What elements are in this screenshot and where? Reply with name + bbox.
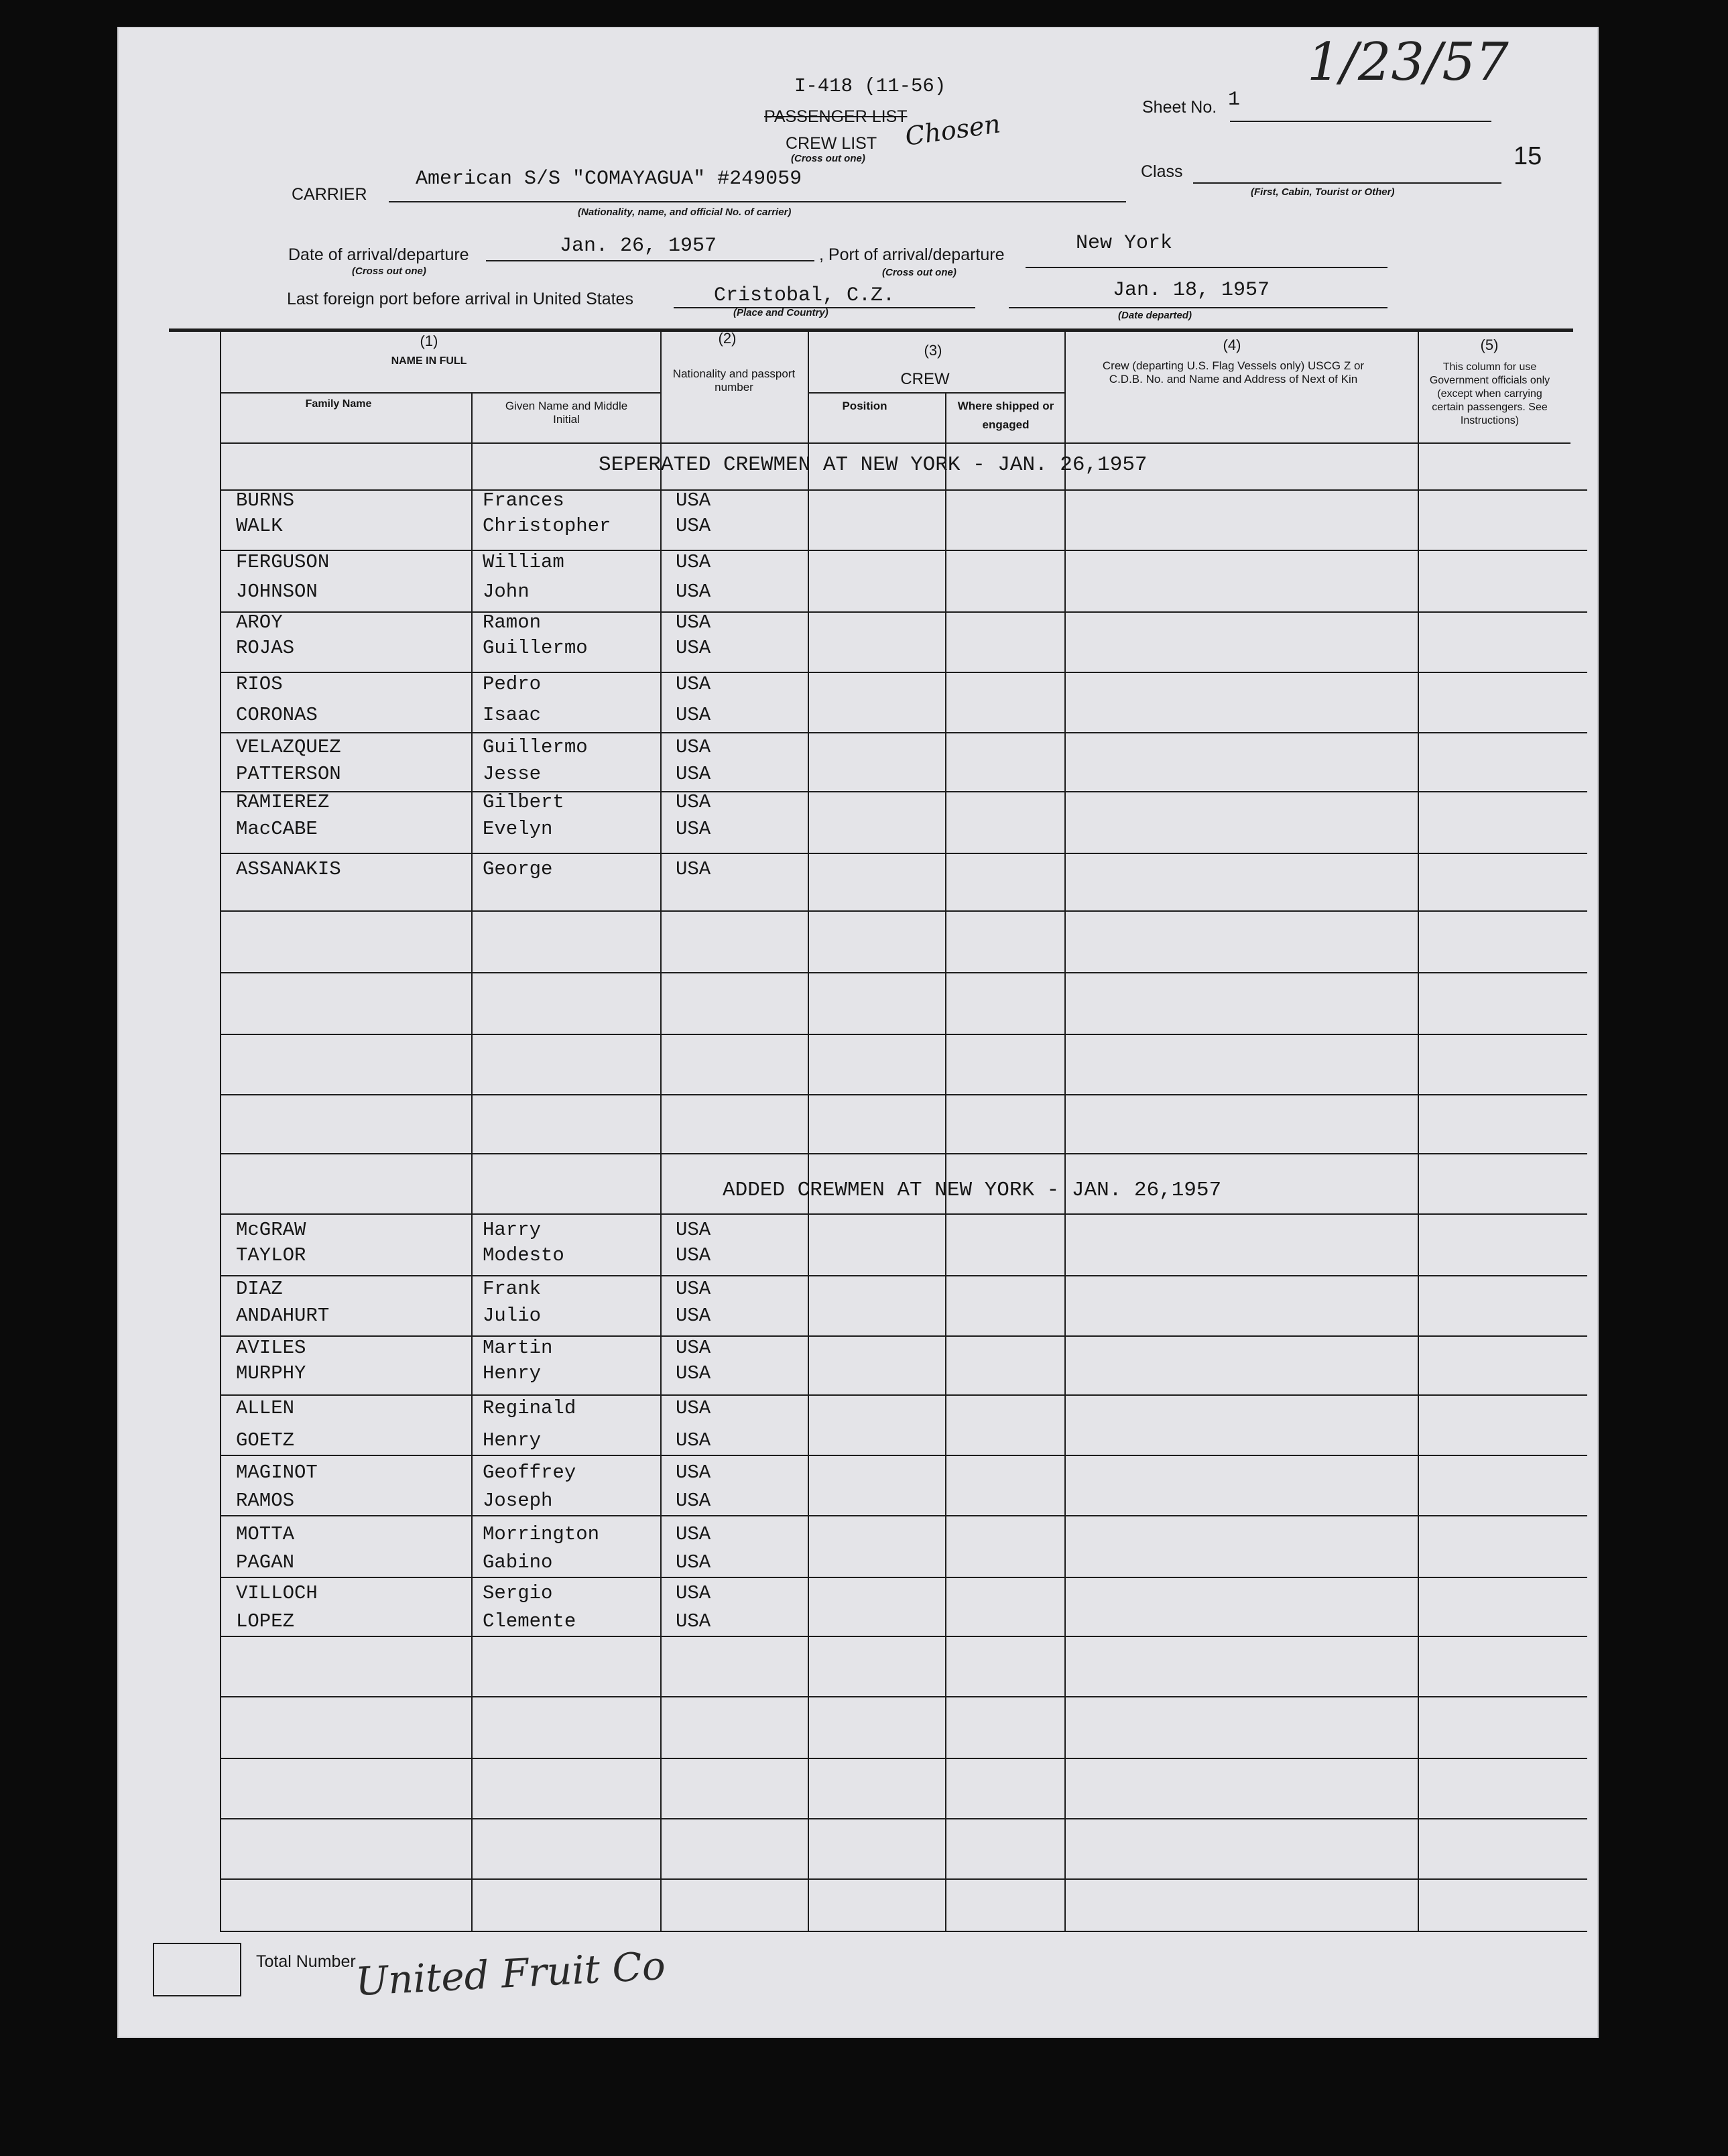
- family-name-cell: JOHNSON: [236, 581, 318, 603]
- class-line: [1193, 182, 1501, 184]
- nationality-cell: USA: [676, 611, 711, 634]
- col-divider-nationality: [660, 328, 662, 1931]
- cross-out-note-1: (Cross out one): [791, 153, 865, 164]
- row-rule: [220, 1335, 1587, 1337]
- handwritten-date: 1/23/57: [1307, 32, 1509, 93]
- nationality-cell: USA: [676, 858, 711, 880]
- port-label: , Port of arrival/departure: [819, 245, 1005, 264]
- family-name-cell: MURPHY: [236, 1362, 306, 1384]
- given-name-cell: Reginald: [483, 1397, 576, 1419]
- date-departed-line: [1009, 307, 1387, 308]
- given-name-cell: Gilbert: [483, 791, 564, 813]
- last-port-note: (Place and Country): [733, 307, 828, 318]
- family-name-cell: VELAZQUEZ: [236, 736, 341, 758]
- row-rule: [220, 1213, 1587, 1215]
- nationality-cell: USA: [676, 1551, 711, 1573]
- family-name-cell: BURNS: [236, 489, 295, 512]
- family-name-cell: FERGUSON: [236, 551, 330, 573]
- nationality-cell: USA: [676, 637, 711, 659]
- given-name-cell: Jesse: [483, 763, 542, 785]
- col-divider-where-shipped: [945, 392, 946, 1931]
- nationality-cell: USA: [676, 791, 711, 813]
- given-name-cell: Henry: [483, 1362, 542, 1384]
- given-name-cell: Frances: [483, 489, 564, 512]
- given-name-cell: John: [483, 581, 530, 603]
- given-name-cell: William: [483, 551, 564, 573]
- col1-title: NAME IN FULL: [391, 355, 467, 367]
- page-number: 15: [1514, 142, 1542, 170]
- nationality-cell: USA: [676, 515, 711, 537]
- family-name-cell: LOPEZ: [236, 1610, 295, 1632]
- row-rule: [220, 1931, 1587, 1932]
- row-rule: [220, 1394, 1587, 1396]
- date-departed-note: (Date departed): [1118, 310, 1192, 321]
- family-name-cell: MacCABE: [236, 818, 318, 840]
- nationality-cell: USA: [676, 1429, 711, 1451]
- given-name-cell: Clemente: [483, 1610, 576, 1632]
- given-name-cell: Geoffrey: [483, 1461, 576, 1484]
- class-label: Class: [1141, 162, 1183, 181]
- col5-title: This column for use Government officials only (except when carrying certain passengers. See Instructions): [1429, 361, 1550, 426]
- given-name-cell: Harry: [483, 1219, 542, 1241]
- given-name-cell: Martin: [483, 1337, 553, 1359]
- given-name-cell: George: [483, 858, 553, 880]
- given-name-cell: Julio: [483, 1305, 542, 1327]
- nationality-cell: USA: [676, 1490, 711, 1512]
- table-left-border: [220, 328, 221, 1931]
- section2-title: ADDED CREWMEN AT NEW YORK - JAN. 26,1957: [723, 1179, 1222, 1202]
- table-top-rule: [169, 328, 1573, 332]
- given-name-cell: Isaac: [483, 704, 542, 726]
- row-rule: [220, 791, 1587, 792]
- family-name-cell: MOTTA: [236, 1523, 295, 1545]
- row-rule: [220, 1034, 1587, 1035]
- section1-title: SEPERATED CREWMEN AT NEW YORK - JAN. 26,1957: [599, 453, 1148, 477]
- col-divider-next-of-kin: [1064, 328, 1066, 1931]
- nationality-cell: USA: [676, 489, 711, 512]
- row-rule: [220, 1455, 1587, 1456]
- carrier-value: American S/S "COMAYAGUA" #249059: [416, 168, 802, 190]
- date-value: Jan. 26, 1957: [560, 235, 717, 257]
- class-note: (First, Cabin, Tourist or Other): [1251, 186, 1395, 198]
- given-name-cell: Modesto: [483, 1244, 564, 1266]
- nationality-cell: USA: [676, 1219, 711, 1241]
- col2-number: (2): [718, 330, 737, 347]
- family-name-cell: WALK: [236, 515, 283, 537]
- family-name-cell: ALLEN: [236, 1397, 295, 1419]
- family-name-cell: RAMOS: [236, 1490, 295, 1512]
- family-name-cell: MAGINOT: [236, 1461, 318, 1484]
- row-rule: [220, 972, 1587, 973]
- given-name-cell: Sergio: [483, 1582, 553, 1604]
- nationality-cell: USA: [676, 1362, 711, 1384]
- col1-number: (1): [420, 333, 438, 349]
- date-line: [486, 260, 814, 261]
- family-name-cell: DIAZ: [236, 1278, 283, 1300]
- col4-title: Crew (departing U.S. Flag Vessels only) USCG Z or C.D.B. No. and Name and Address of Next of Kin: [1102, 359, 1365, 385]
- family-name-cell: RIOS: [236, 673, 283, 695]
- col2-title: Nationality and passport number: [672, 367, 796, 394]
- family-name-cell: PATTERSON: [236, 763, 341, 785]
- position-heading: Position: [842, 400, 887, 412]
- passenger-list-label: PASSENGER LIST: [764, 107, 908, 126]
- col-divider-officials: [1418, 328, 1419, 1931]
- given-name-cell: Joseph: [483, 1490, 553, 1512]
- family-name-cell: ANDAHURT: [236, 1305, 330, 1327]
- col3-number: (3): [924, 342, 942, 359]
- carrier-label: CARRIER: [292, 185, 367, 204]
- row-rule: [220, 672, 1587, 673]
- sheet-line: [1230, 121, 1491, 122]
- given-name-cell: Ramon: [483, 611, 542, 634]
- row-rule: [220, 1636, 1587, 1637]
- header-subrule-crew: [808, 392, 1064, 394]
- date-label: Date of arrival/departure: [288, 245, 469, 264]
- family-name-cell: McGRAW: [236, 1219, 306, 1241]
- sheet-label: Sheet No.: [1142, 98, 1217, 117]
- nationality-cell: USA: [676, 1305, 711, 1327]
- given-name-cell: Morrington: [483, 1523, 600, 1545]
- port-line: [1026, 267, 1387, 268]
- nationality-cell: USA: [676, 1337, 711, 1359]
- last-port-value: Cristobal, C.Z.: [714, 284, 896, 307]
- given-name-cell: Pedro: [483, 673, 542, 695]
- given-name-heading: Given Name and Middle Initial: [505, 400, 628, 426]
- col-divider-crew: [808, 328, 809, 1931]
- family-name-cell: CORONAS: [236, 704, 318, 726]
- signature: United Fruit Co: [354, 1942, 667, 2005]
- row-rule: [220, 1153, 1587, 1154]
- nationality-cell: USA: [676, 1523, 711, 1545]
- given-name-cell: Guillermo: [483, 736, 588, 758]
- family-name-cell: RAMIEREZ: [236, 791, 330, 813]
- cross-out-note-2: (Cross out one): [352, 265, 426, 277]
- crew-list-label: CREW LIST: [786, 134, 877, 153]
- family-name-cell: AROY: [236, 611, 283, 634]
- family-name-cell: TAYLOR: [236, 1244, 306, 1266]
- given-name-cell: Gabino: [483, 1551, 553, 1573]
- family-name-cell: ROJAS: [236, 637, 295, 659]
- family-name-cell: PAGAN: [236, 1551, 295, 1573]
- col4-number: (4): [1223, 337, 1241, 353]
- row-rule: [220, 611, 1587, 613]
- nationality-cell: USA: [676, 673, 711, 695]
- header-subrule-name: [220, 392, 660, 394]
- row-rule: [220, 853, 1587, 854]
- row-rule: [220, 1758, 1587, 1759]
- total-number-label: Total Number: [256, 1952, 356, 1971]
- given-name-cell: Evelyn: [483, 818, 553, 840]
- nationality-cell: USA: [676, 704, 711, 726]
- row-rule: [220, 1696, 1587, 1697]
- date-departed-value: Jan. 18, 1957: [1113, 279, 1270, 302]
- col-divider-given: [471, 392, 473, 1931]
- nationality-cell: USA: [676, 1461, 711, 1484]
- nationality-cell: USA: [676, 551, 711, 573]
- row-rule: [220, 910, 1587, 912]
- carrier-note: (Nationality, name, and official No. of carrier): [578, 206, 792, 218]
- family-name-cell: VILLOCH: [236, 1582, 318, 1604]
- row-rule: [220, 732, 1587, 733]
- sheet-value: 1: [1228, 88, 1241, 111]
- nationality-cell: USA: [676, 1244, 711, 1266]
- nationality-cell: USA: [676, 581, 711, 603]
- family-name-cell: GOETZ: [236, 1429, 295, 1451]
- row-rule: [220, 1515, 1587, 1516]
- given-name-cell: Christopher: [483, 515, 611, 537]
- port-value: New York: [1076, 232, 1173, 255]
- where-shipped-heading: Where shipped or engaged: [957, 400, 1054, 431]
- nationality-cell: USA: [676, 1278, 711, 1300]
- nationality-cell: USA: [676, 763, 711, 785]
- nationality-cell: USA: [676, 1582, 711, 1604]
- form-number: I-418 (11-56): [794, 75, 946, 97]
- carrier-line: [389, 201, 1126, 202]
- header-bottom-rule: [220, 442, 1570, 444]
- given-name-cell: Frank: [483, 1278, 542, 1300]
- given-name-cell: Henry: [483, 1429, 542, 1451]
- row-rule: [220, 1818, 1587, 1819]
- total-number-box[interactable]: [153, 1943, 241, 1996]
- cross-out-note-3: (Cross out one): [882, 267, 956, 278]
- family-name-cell: AVILES: [236, 1337, 306, 1359]
- row-rule: [220, 489, 1587, 491]
- row-rule: [220, 550, 1587, 551]
- family-name-heading: Family Name: [305, 398, 372, 410]
- handwritten-note: Chosen: [903, 109, 1003, 152]
- row-rule: [220, 1275, 1587, 1276]
- col3-title: CREW: [900, 370, 950, 388]
- nationality-cell: USA: [676, 818, 711, 840]
- family-name-cell: ASSANAKIS: [236, 858, 341, 880]
- row-rule: [220, 1577, 1587, 1578]
- col5-number: (5): [1480, 337, 1499, 353]
- given-name-cell: Guillermo: [483, 637, 588, 659]
- nationality-cell: USA: [676, 1397, 711, 1419]
- nationality-cell: USA: [676, 1610, 711, 1632]
- row-rule: [220, 1878, 1587, 1880]
- row-rule: [220, 1094, 1587, 1095]
- nationality-cell: USA: [676, 736, 711, 758]
- last-port-label: Last foreign port before arrival in United States: [287, 290, 633, 308]
